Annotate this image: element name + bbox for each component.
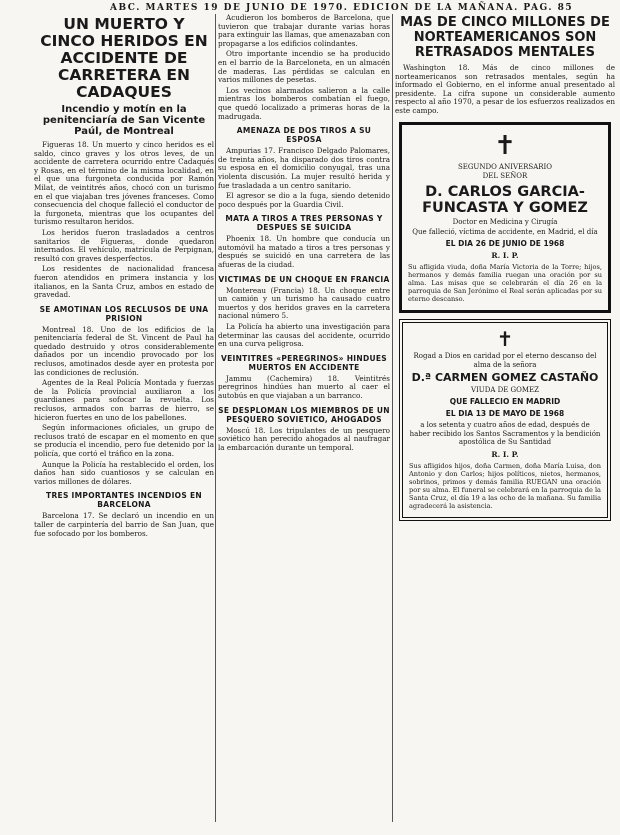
obituary-text: Sus afligidos hijos, doña Carmen, doña María Luisa, don Antonio y don Carlos; hijos políticos, nietos, hermanos, sobrinos, primos y demás familia RUEGAN una oración por su alma. El funeral se celebrará en la parroquia de la Santa Cruz, el día 19 a las ocho de la mañana. Su familia agradecerá la asistencia. [409,461,601,510]
obituary-date: EL DIA 26 DE JUNIO DE 1968 [445,239,565,249]
subhead-fires: TRES IMPORTANTES INCENDIOS EN BARCELONA [46,491,202,510]
obituary-garcia-funcasta [399,122,611,314]
subhead-prison: SE AMOTINAN LOS RECLUSOS DE UNA PRISION [39,304,209,323]
column-2 [218,14,390,824]
article-paragraph: Otro importante incendio se ha producido en el barrio de la Barceloneta, en un almacén de maderas. Las pérdidas se calculan en varios millones de pesetas. [218,49,390,85]
subhead-pilgrims: VEINTITRES «PEREGRINOS» HINDUES MUERTOS EN ACCIDENTE [220,353,387,372]
cross-icon: ✝ [494,130,516,161]
article-paragraph: Barcelona 17. Se declaró un incendio en un taller de carpintería del barrio de San Juan, que fue sofocado por los bomberos. [34,511,214,538]
obituary-widow: VIUDA DE GOMEZ [470,386,540,394]
subhead-phoenix: MATA A TIROS A TRES PERSONAS Y DESPUES SE SUICIDA [225,214,383,233]
article-paragraph: Los vecinos alarmados salieron a la calle mientras los bomberos combatían el fuego, que quedó localizado a primeras horas de la madrugada. [218,85,390,121]
article-paragraph: Phoenix 18. Un hombre que conducía un automóvil ha matado a tiros a tres personas y después se suicidó en una carretera de las afueras de la ciudad. [218,234,390,270]
article-paragraph: Los residentes de nacionalidad francesa fueron atendidos en primera instancia y los italianos, en la Santa Cruz, ambos en estado de gravedad. [34,264,214,300]
obituary-gomez-castano [399,319,611,520]
article-paragraph: Washington 18. Más de cinco millones de norteamericanos son retrasados mentales, según ha informado el Gobierno, en el informe anual presentado al presidente. La cifra supone un considerable aumento respecto al año 1970, a pesar de los esfuerzos realizados en este campo. [395,63,615,115]
deck-montreal: Incendio y motín en la penitenciaría de San Vicente Paúl, de Montreal [42,104,206,137]
obituary-title: Doctor en Medicina y Cirugía [452,218,558,227]
article-paragraph: Ampurias 17. Francisco Delgado Palomares, de treinta años, ha disparado dos tiros contra su esposa en el domicilio conyugal, tras una violenta discusión. La mujer resultó herida y fue trasladada a un centro sanitario. [218,146,390,190]
article-paragraph: Acudieron los bomberos de Barcelona, que tuvieron que trabajar durante varias horas para extinguir las llamas, que amenazaban con propagarse a los edificios colindantes. [218,14,390,48]
article-paragraph: Moscú 18. Los tripulantes de un pesquero soviético han perecido ahogados al naufragar la embarcación durante un temporal. [218,425,390,452]
obituary-label: SEGUNDO ANIVERSARIO [457,162,553,171]
headline-accident: UN MUERTO Y CINCO HERIDOS EN ACCIDENTE DE CARRETERA EN CADAQUES [40,15,208,101]
obituary-name: D.ª CARMEN GOMEZ CASTAÑO [411,371,599,384]
obituary-note: Que falleció, víctima de accidente, en Madrid, el día [412,227,598,236]
running-head: ABC. MARTES 19 DE JUNIO DE 1970. EDICION DE LA MAÑANA. PAG. 85 [110,3,574,13]
article-paragraph: Montreal 18. Uno de los edificios de la penitenciaría federal de St. Vincent de Paul ha quedado destruido y otros considerablemente dañados por un incendio provocado por los reclusos, amotinados desde ayer en protesta por las condiciones de reclusión. [34,324,214,377]
article-paragraph: Agentes de la Real Policía Montada y fuerzas de la Policía provincial auxiliaron a los guardianes para sofocar la revuelta. Los reclusos, armados con barras de hierro, se hicieron fuertes en uno de los pabellones. [34,378,214,422]
obituary-sacraments: a los setenta y cuatro años de edad, después de haber recibido los Santos Sacramentos y la bendición apostólica de Su Santidad [409,421,601,447]
article-paragraph: Jammu (Cachemira) 18. Veintitrés peregrinos hindúes han muerto al caer el autobús en que viajaban a un barranco. [218,373,390,400]
obituary-note: Rogad a Dios en caridad por el eterno descanso del alma de la señora [413,352,597,369]
column-rule [215,14,216,822]
obituary-text: Su afligida viuda, doña María Victoria de la Torre; hijos, hermanos y demás familia ruegan una oración por su alma. Las misas que se celebrarán el día 26 en la parroquia de San Jerónimo el Real serán aplicadas por su eterno descanso. [408,263,602,304]
column-rule [392,14,393,822]
subhead-trawler: SE DESPLOMAN LOS MIEMBROS DE UN PESQUERO SOVIETICO, AHOGADOS [218,405,390,424]
subhead-france: VICTIMAS DE UN CHOQUE EN FRANCIA [218,274,390,284]
headline-retarded: MAS DE CINCO MILLONES DE NORTEAMERICANOS SON RETRASADOS MENTALES [400,15,610,60]
cross-icon: ✝ [496,327,514,352]
obituary-date: EL DIA 13 DE MAYO DE 1968 [445,409,565,419]
article-paragraph: El agresor se dio a la fuga, siendo detenido poco después por la Guardia Civil. [218,191,390,209]
obituary-died: QUE FALLECIO EN MADRID [449,397,561,407]
column-3 [395,14,615,824]
obituary-honorific: DEL SEÑOR [482,171,528,180]
article-paragraph: Montereau (Francia) 18. Un choque entre un camión y un turismo ha causado cuatro muertos y dos heridos graves en la carretera nacional número 5. [218,285,390,321]
article-paragraph: Según informaciones oficiales, un grupo de reclusos trató de escapar en el momento en que se producía el incendio, pero fue detenido por la policía, que cortó el tráfico en la zona. [34,423,214,458]
article-paragraph: Figueras 18. Un muerto y cinco heridos es el saldo, cinco graves y los otros leves, de un accidente de carretera ocurrido entre Cadaqués y Rosas, en el término de la misma localidad, en el que una furgoneta conducida por Ramón Milat, de veintitrés años, chocó con un turismo en el que viajaban tres jóvenes franceses. Como consecuencia del choque falleció el conductor de la furgoneta, mientras que los ocupantes del turismo resultaron heridos. [34,140,214,227]
article-paragraph: Los heridos fueron trasladados a centros sanitarios de Figueras, donde quedaron internados. El vehículo, matrícula de Perpignan, resultó con graves desperfectos. [34,227,214,263]
obituary-rip: R. I. P. [491,251,519,261]
obituary-name: D. CARLOS GARCIA-FUNCASTA Y GOMEZ [422,184,588,217]
subhead-shots: AMENAZA DE DOS TIROS A SU ESPOSA [236,126,372,145]
article-paragraph: La Policía ha abierto una investigación para determinar las causas del accidente, ocurrido en una curva peligrosa. [218,322,390,349]
column-1 [34,14,214,824]
article-paragraph: Aunque la Policía ha restablecido el orden, los daños han sido cuantiosos y se calculan en varios millones de dólares. [34,459,214,486]
obituary-rip: R. I. P. [491,449,519,459]
